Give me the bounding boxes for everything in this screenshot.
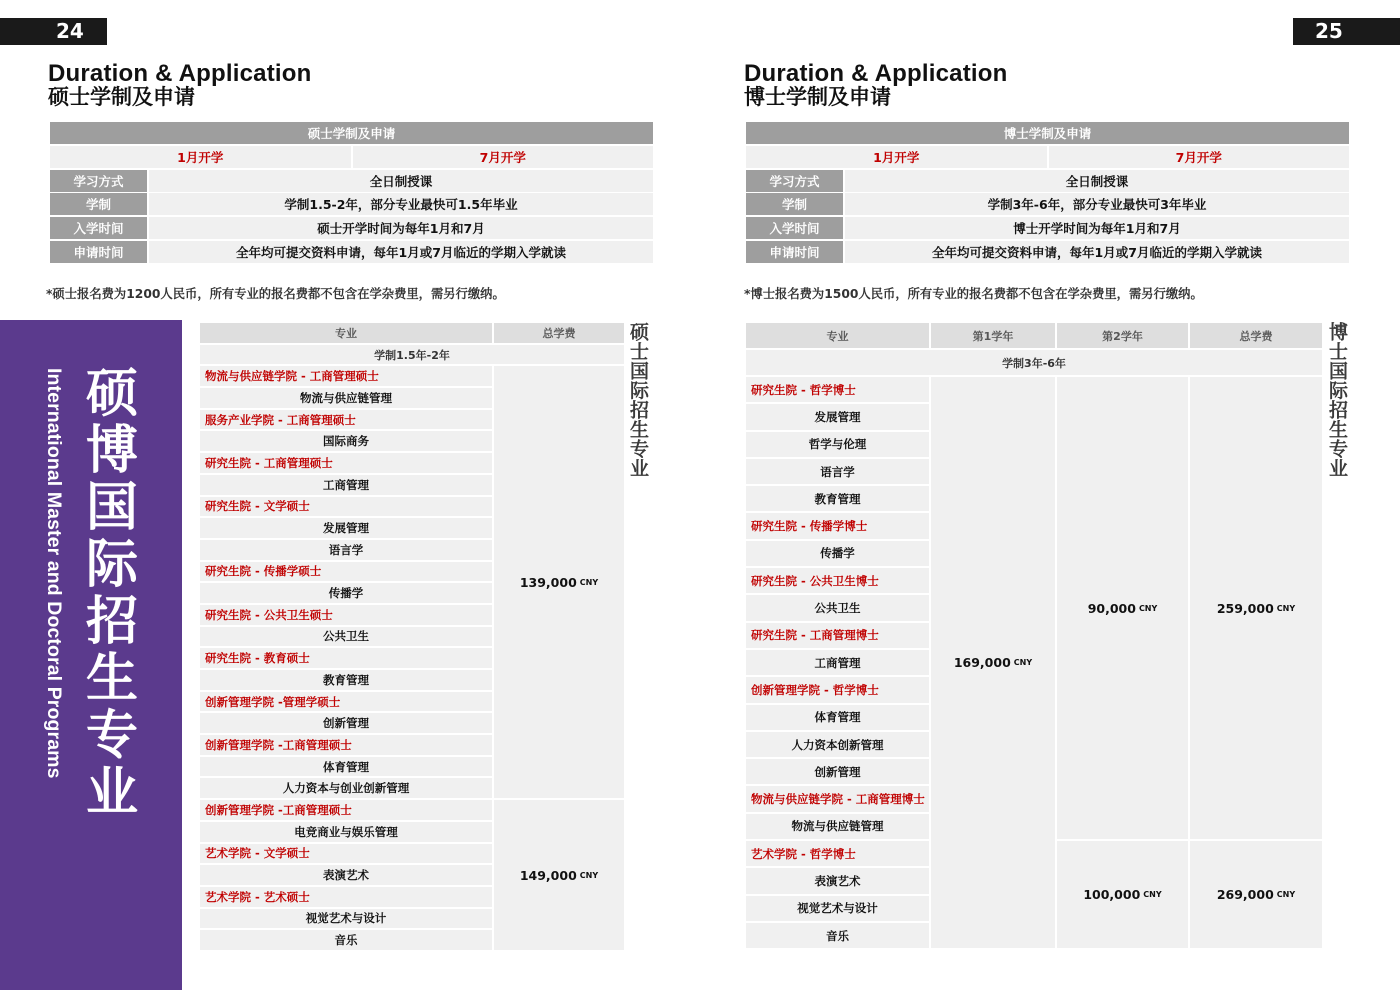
info-row: [746, 170, 1349, 192]
total-fee-group-2: [494, 800, 624, 950]
doctoral-section-title: [744, 62, 1008, 108]
master-title-cn: 硕士学制及申请: [48, 85, 195, 109]
fee-amount: 90,000: [1087, 600, 1136, 616]
major-row: 语言学: [200, 540, 492, 560]
fee-unit: CNY: [1276, 603, 1296, 613]
banner-title-cn: 硕博国际招生专业: [85, 364, 138, 823]
fee-unit: CNY: [1276, 890, 1296, 900]
major-row: 公共卫生: [746, 595, 929, 620]
department-row: 艺术学院 - 文学硕士: [200, 844, 492, 864]
major-row: 人力资本创新管理: [746, 732, 929, 757]
doctoral-programs-table: [746, 323, 1322, 948]
info-row: [746, 241, 1349, 263]
fee-amount: 169,000: [953, 655, 1011, 671]
info-row: [746, 193, 1349, 215]
info-row-label: 学制: [746, 193, 843, 215]
department-row: 艺术学院 - 哲学博士: [746, 841, 929, 866]
info-row-value: 硕士开学时间为每年1月和7月: [149, 217, 653, 239]
master-programs-table: [200, 323, 624, 950]
info-row-value: 学制1.5-2年，部分专业最快可1.5年毕业: [149, 193, 653, 215]
info-row-label: 入学时间: [50, 217, 147, 239]
fee-amount: 259,000: [1216, 600, 1274, 616]
doctoral-fee-note: *博士报名费为1500人民币，所有专业的报名费都不包含在学杂费里，需另行缴纳。: [744, 287, 1203, 301]
info-row-label: 学习方式: [746, 170, 843, 192]
year-2-fee-group-1: [1057, 377, 1188, 839]
master-title-en: Duration & Application: [48, 60, 312, 87]
fee-unit: CNY: [1013, 658, 1033, 668]
major-row: 工商管理: [746, 650, 929, 675]
department-row: 创新管理学院 -工商管理硕士: [200, 735, 492, 755]
major-row: 传播学: [200, 583, 492, 603]
department-row: 研究生院 - 哲学博士: [746, 377, 929, 402]
department-row: 创新管理学院 -工商管理硕士: [200, 800, 492, 820]
major-row: 工商管理: [200, 475, 492, 495]
info-row: [50, 241, 653, 263]
page-number-left: 24: [0, 18, 107, 45]
intake-row: [50, 146, 653, 168]
major-row: 体育管理: [200, 757, 492, 777]
info-row-label: 学制: [50, 193, 147, 215]
department-row: 研究生院 - 传播学博士: [746, 513, 929, 538]
column-header-year-2: 第2学年: [1057, 323, 1188, 348]
duration-row: 学制3年-6年: [746, 350, 1322, 375]
info-row-value: 全年均可提交资料申请，每年1月或7月临近的学期入学就读: [149, 241, 653, 263]
column-header-major: 专业: [200, 323, 492, 343]
department-row: 创新管理学院 - 哲学博士: [746, 677, 929, 702]
department-row: 研究生院 - 公共卫生博士: [746, 568, 929, 593]
info-table-header: 硕士学制及申请: [50, 122, 653, 144]
department-row: 物流与供应链学院 - 工商管理硕士: [200, 366, 492, 386]
major-row: 电竞商业与娱乐管理: [200, 822, 492, 842]
fee-unit: CNY: [579, 577, 599, 587]
column-header-year-1: 第1学年: [931, 323, 1055, 348]
intake-july: 7月开学: [353, 146, 654, 168]
info-row-value: 博士开学时间为每年1月和7月: [845, 217, 1349, 239]
major-row: 表演艺术: [746, 868, 929, 893]
master-info-table: [50, 122, 653, 265]
major-row: 公共卫生: [200, 627, 492, 647]
fee-amount: 149,000: [519, 867, 577, 883]
major-row: 视觉艺术与设计: [200, 909, 492, 929]
fee-amount: 269,000: [1216, 887, 1274, 903]
department-row: 研究生院 - 教育硕士: [200, 648, 492, 668]
major-row: 体育管理: [746, 705, 929, 730]
total-fee-group-1: [494, 366, 624, 798]
total-fee-group-2: [1190, 841, 1322, 948]
major-row: 表演艺术: [200, 865, 492, 885]
column-header-total-fee: 总学费: [1190, 323, 1322, 348]
page-number-right: 25: [1293, 18, 1400, 45]
column-header-major: 专业: [746, 323, 929, 348]
department-row: 研究生院 - 公共卫生硕士: [200, 605, 492, 625]
major-row: 发展管理: [746, 404, 929, 429]
doctoral-title-en: Duration & Application: [744, 60, 1008, 87]
major-row: 音乐: [746, 923, 929, 948]
banner-title-en: International Master and Doctoral Programs: [43, 368, 65, 779]
major-row: 教育管理: [200, 670, 492, 690]
doctoral-programs-vertical-label: 博士国际招生专业: [1326, 322, 1348, 478]
info-row: [746, 217, 1349, 239]
major-row: 传播学: [746, 541, 929, 566]
intake-january: 1月开学: [746, 146, 1047, 168]
major-row: 视觉艺术与设计: [746, 896, 929, 921]
master-section-title: [48, 62, 312, 108]
info-row: [50, 170, 653, 192]
major-row: 物流与供应链管理: [200, 388, 492, 408]
info-row: [50, 193, 653, 215]
intake-row: [746, 146, 1349, 168]
duration-row: 学制1.5年-2年: [200, 345, 624, 365]
fee-unit: CNY: [1143, 890, 1162, 900]
department-row: 服务产业学院 - 工商管理硕士: [200, 410, 492, 430]
major-row: 人力资本与创业创新管理: [200, 778, 492, 798]
column-header-total-fee: 总学费: [494, 323, 624, 343]
info-row-label: 学习方式: [50, 170, 147, 192]
department-row: 研究生院 - 工商管理硕士: [200, 453, 492, 473]
major-row: 教育管理: [746, 486, 929, 511]
major-row: 创新管理: [200, 713, 492, 733]
year-2-fee-group-2: [1057, 841, 1188, 948]
department-row: 创新管理学院 -管理学硕士: [200, 692, 492, 712]
department-row: 物流与供应链学院 - 工商管理博士: [746, 786, 929, 811]
major-row: 国际商务: [200, 431, 492, 451]
info-row-label: 申请时间: [50, 241, 147, 263]
fee-unit: CNY: [579, 870, 599, 880]
info-row-value: 全年均可提交资料申请，每年1月或7月临近的学期入学就读: [845, 241, 1349, 263]
department-row: 研究生院 - 文学硕士: [200, 497, 492, 517]
year-1-fee: [931, 377, 1055, 948]
department-row: 艺术学院 - 艺术硕士: [200, 887, 492, 907]
major-row: 哲学与伦理: [746, 432, 929, 457]
major-row: 物流与供应链管理: [746, 814, 929, 839]
intake-july: 7月开学: [1049, 146, 1350, 168]
fee-unit: CNY: [1138, 603, 1158, 613]
department-row: 研究生院 - 工商管理博士: [746, 623, 929, 648]
info-row-label: 入学时间: [746, 217, 843, 239]
major-row: 创新管理: [746, 759, 929, 784]
info-table-header: 博士学制及申请: [746, 122, 1349, 144]
major-row: 发展管理: [200, 518, 492, 538]
total-fee-group-1: [1190, 377, 1322, 839]
master-programs-vertical-label: 硕士国际招生专业: [627, 322, 649, 478]
info-row-value: 学制3年-6年，部分专业最快可3年毕业: [845, 193, 1349, 215]
fee-amount: 100,000: [1083, 887, 1141, 903]
major-row: 音乐: [200, 930, 492, 950]
doctoral-title-cn: 博士学制及申请: [744, 85, 891, 109]
fee-amount: 139,000: [519, 574, 577, 590]
major-row: 语言学: [746, 459, 929, 484]
purple-banner: [0, 320, 182, 990]
intake-january: 1月开学: [50, 146, 351, 168]
info-row-value: 全日制授课: [845, 170, 1349, 192]
doctoral-info-table: [746, 122, 1349, 265]
info-row-label: 申请时间: [746, 241, 843, 263]
info-row-value: 全日制授课: [149, 170, 653, 192]
info-row: [50, 217, 653, 239]
department-row: 研究生院 - 传播学硕士: [200, 562, 492, 582]
master-fee-note: *硕士报名费为1200人民币，所有专业的报名费都不包含在学杂费里，需另行缴纳。: [46, 287, 505, 301]
